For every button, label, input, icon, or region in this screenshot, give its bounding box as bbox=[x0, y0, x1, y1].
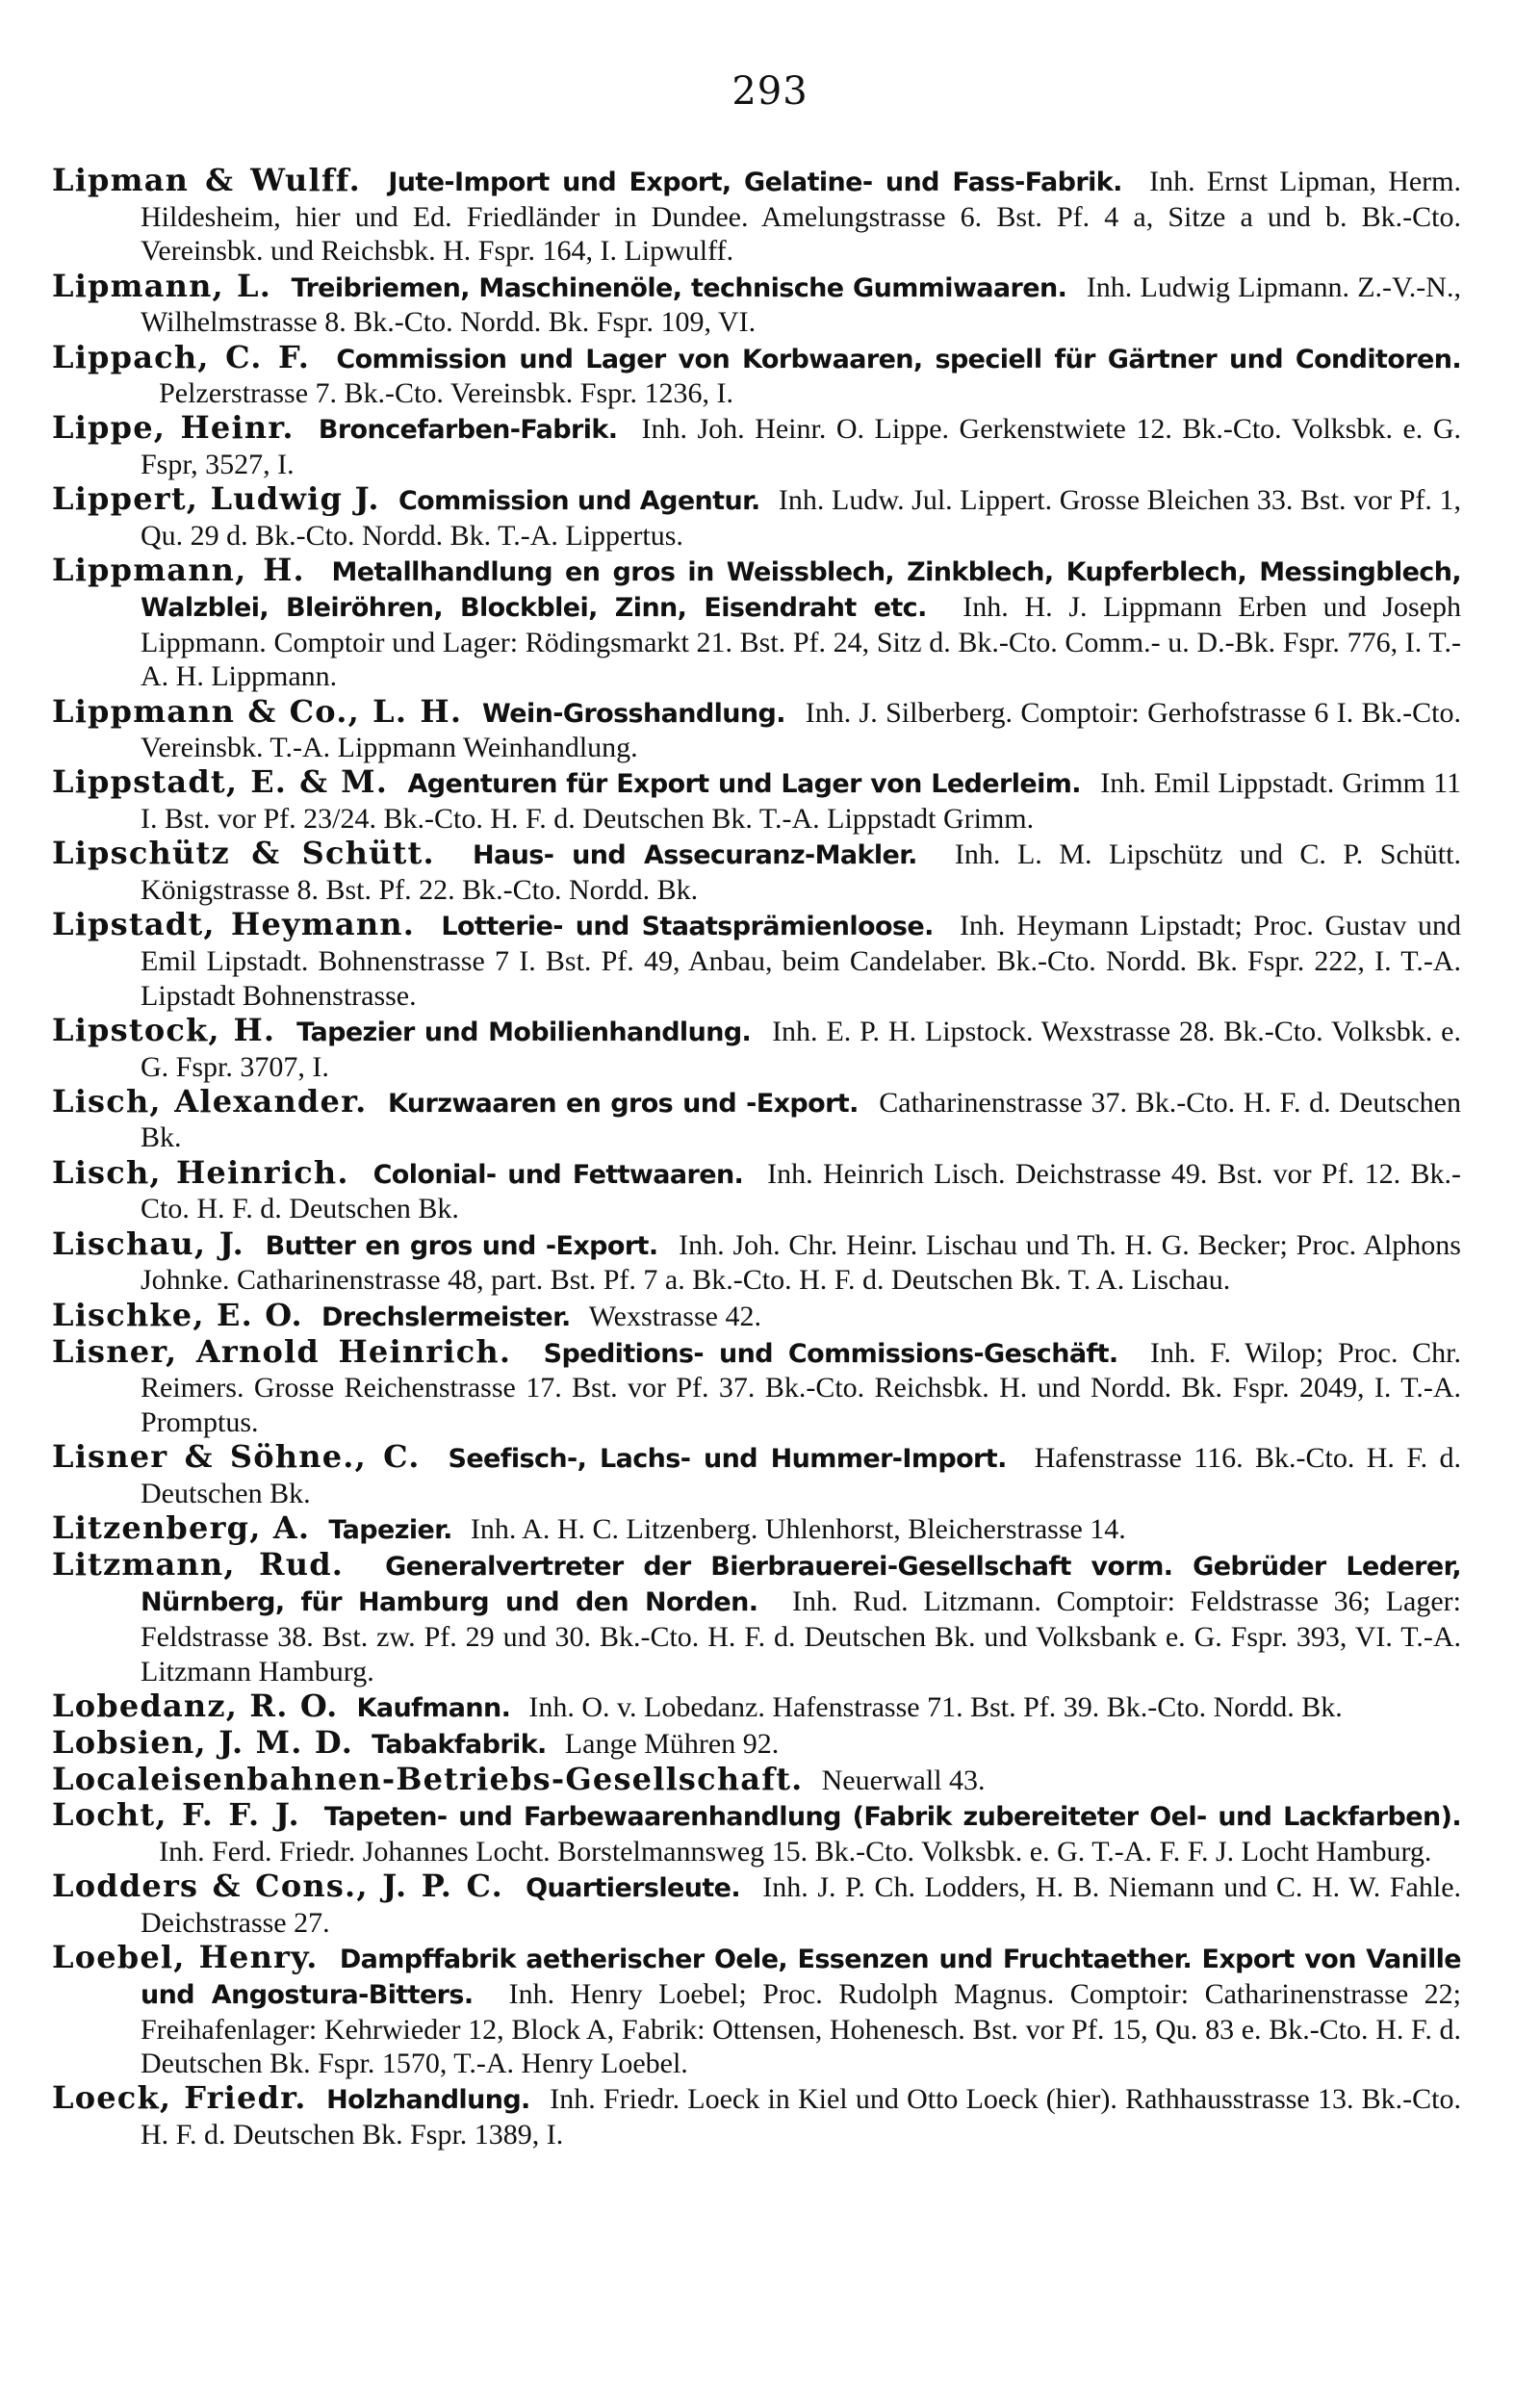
directory-entry bbox=[52, 1723, 1461, 1763]
entry-business: Jute-Import und Export, Gelatine- und Fass-Fabrik. bbox=[388, 167, 1122, 197]
entry-name: Lobedanz, R. O. bbox=[52, 1687, 339, 1724]
entry-details: Pelzerstrasse 7. Bk.-Cto. Vereinsbk. Fspr. 1236, I. bbox=[159, 377, 733, 410]
entry-name: Lodders & Cons., J. P. C. bbox=[52, 1868, 503, 1905]
entry-name: Lippe, Heinr. bbox=[52, 409, 295, 447]
entry-details: Inh. Rud. Litzmann. Comptoir: Feldstrasse 36; Lager: Feldstrasse 38. Bst. zw. Pf. 29 und 30. Bk.-Cto. H. F. d. Deutschen Bk. und Volksbank e. G. Fspr. 393, VI. T.-A. Litzmann Hamburg. bbox=[141, 1585, 1461, 1688]
entry-name: Lisch, Heinrich. bbox=[52, 1153, 349, 1191]
entry-business: Agenturen für Export und Lager von Lederleim. bbox=[407, 769, 1081, 800]
entry-business: Tapezier. bbox=[328, 1515, 452, 1546]
entry-name: Locht, F. F. J. bbox=[52, 1796, 300, 1834]
directory-entry bbox=[52, 1689, 1461, 1726]
entry-name: Lippmann, H. bbox=[52, 552, 305, 589]
entry-business: Treibriemen, Maschinenöle, technische Gummiwaaren. bbox=[291, 272, 1067, 303]
entry-name: Lisner, Arnold Heinrich. bbox=[52, 1332, 512, 1370]
directory-entry bbox=[52, 554, 1461, 694]
entry-name: Loebel, Henry. bbox=[52, 1939, 319, 1976]
directory-entry bbox=[52, 1941, 1461, 2081]
directory-entry bbox=[52, 1224, 1461, 1298]
entry-name: Litzmann, Rud. bbox=[52, 1546, 345, 1584]
entry-details: Inh. O. v. Lobedanz. Hafenstrasse 71. Bst. Pf. 39. Bk.-Cto. Nordd. Bk. bbox=[528, 1690, 1343, 1723]
entry-name: Localeisenbahnen-Betriebs-Gesellschaft. bbox=[52, 1761, 804, 1798]
entry-name: Litzenberg, A. bbox=[52, 1509, 311, 1547]
entry-name: Lisch, Alexander. bbox=[52, 1082, 368, 1120]
entry-business: Metallhandlung en gros in Weissblech, Zinkblech, Kupferblech, Messingblech, Walzblei, Bleiröhren, Blockblei, Zinn, Eisendraht etc. bbox=[141, 557, 1461, 623]
entry-business: Holzhandlung. bbox=[326, 2085, 530, 2116]
entry-details: Lange Mühren 92. bbox=[564, 1727, 780, 1760]
directory-entries bbox=[52, 164, 1461, 2152]
entry-details: Inh. Henry Loebel; Proc. Rudolph Magnus. Comptoir: Catharinenstrasse 22; Freihafenlager: Kehrwieder 12, Block A, Fabrik: Ottensen, Hohenesch. Bst. vor Pf. 15, Qu. 83 e. Bk.-Cto. H. F. d. Deutschen Bk. Fspr. 1570, T.-A. Henry Loebel. bbox=[141, 1977, 1462, 2080]
directory-entry bbox=[52, 1011, 1461, 1084]
entry-business: Tapezier und Mobilienhandlung. bbox=[296, 1017, 752, 1047]
entry-name: Lipstock, H. bbox=[52, 1011, 276, 1048]
entry-business: Broncefarben-Fabrik. bbox=[318, 415, 618, 446]
entry-details: Inh. Ludw. Jul. Lippert. Grosse Bleichen 33. Bst. vor Pf. 1, Qu. 29 d. Bk.-Cto. Nordd. Bk. T.-A. Lippertus. bbox=[141, 484, 1461, 553]
entry-details: Inh. A. H. C. Litzenberg. Uhlenhorst, Bleicherstrasse 14. bbox=[470, 1513, 1126, 1546]
entry-name: Lippstadt, E. & M. bbox=[52, 763, 389, 801]
entry-details: Inh. H. J. Lippmann Erben und Joseph Lippmann. Comptoir und Lager: Rödingsmarkt 21. Bst. Pf. 24, Sitz d. Bk.-Cto. Comm.- u. D.-Bk. Fspr. 776, I. T.-A. H. Lippmann. bbox=[141, 590, 1462, 693]
entry-business: Commission und Lager von Korbwaaren, speciell für Gärtner und Conditoren. bbox=[336, 344, 1461, 374]
entry-details: Inh. Heymann Lipstadt; Proc. Gustav und Emil Lipstadt. Bohnenstrasse 7 I. Bst. Pf. 49, Anbau, beim Candelaber. Bk.-Cto. Nordd. Bk. Fspr. 222, I. T.-A. Lipstadt Bohnenstrasse. bbox=[141, 910, 1461, 1012]
directory-entry bbox=[52, 482, 1461, 553]
entry-business: Kurzwaaren en gros und -Export. bbox=[388, 1088, 859, 1119]
entry-business: Generalvertreter der Bierbrauerei-Gesellschaft vorm. Gebrüder Lederer, Nürnberg, für Hamburg und den Norden. bbox=[141, 1552, 1461, 1618]
entry-details: Inh. Ernst Lipman, Herm. Hildesheim, hier und Ed. Friedländer in Dundee. Amelungstrasse 6. Bst. Pf. 4 a, Sitze a und b. Bk.-Cto. Vereinsbk. und Reichsbk. H. Fspr. 164, I. Lipwulff. bbox=[141, 166, 1462, 268]
entry-details: Inh. J. P. Ch. Lodders, H. B. Niemann und C. H. W. Fahle. Deichstrasse 27. bbox=[141, 1871, 1462, 1939]
entry-name: Lischke, E. O. bbox=[52, 1296, 303, 1333]
entry-name: Lischau, J. bbox=[52, 1224, 244, 1262]
entry-name: Lipmann, L. bbox=[52, 267, 272, 304]
entry-business: Colonial- und Fettwaaren. bbox=[372, 1159, 744, 1190]
directory-entry bbox=[52, 411, 1461, 481]
entry-business: Tapeten- und Farbewaarenhandlung (Fabrik zubereiteter Oel- und Lackfarben). bbox=[323, 1802, 1462, 1833]
entry-name: Lipman & Wulff. bbox=[52, 162, 361, 198]
entry-details: Wexstrasse 42. bbox=[588, 1300, 761, 1332]
entry-details: Inh. F. Wilop; Proc. Chr. Reimers. Grosse Reichenstrasse 17. Bst. vor Pf. 37. Bk.-Cto. Reichsbk. H. und Nordd. Bk. Fspr. 2049, I. T.-A. Promptus. bbox=[141, 1336, 1461, 1439]
directory-entry bbox=[52, 338, 1461, 411]
directory-entry bbox=[52, 1798, 1461, 1868]
directory-entry bbox=[52, 765, 1461, 836]
directory-entry bbox=[52, 1082, 1461, 1155]
entry-business: Quartiersleute. bbox=[526, 1873, 741, 1904]
directory-entry bbox=[52, 1153, 1461, 1226]
entry-business: Kaufmann. bbox=[356, 1692, 511, 1723]
entry-details: Inh. Joh. Chr. Heinr. Lischau und Th. H. G. Becker; Proc. Alphons Johnke. Catharinenstrasse 48, part. Bst. Pf. 7 a. Bk.-Cto. H. F. d. Deutschen Bk. T. A. Lischau. bbox=[141, 1228, 1461, 1297]
entry-details: Hafenstrasse 116. Bk.-Cto. H. F. d. Deutschen Bk. bbox=[141, 1442, 1461, 1510]
entry-details: Inh. Friedr. Loeck in Kiel und Otto Loeck (hier). Rathhausstrasse 13. Bk.-Cto. H. F. d. Deutschen Bk. Fspr. 1389, I. bbox=[141, 2083, 1461, 2151]
entry-details: Inh. E. P. H. Lipstock. Wexstrasse 28. Bk.-Cto. Volksbk. e. G. Fspr. 3707, I. bbox=[141, 1015, 1461, 1083]
entry-details: Inh. L. M. Lipschütz und C. P. Schütt. Königstrasse 8. Bst. Pf. 22. Bk.-Cto. Nordd. Bk. bbox=[141, 838, 1461, 907]
directory-entry bbox=[52, 1869, 1461, 1940]
directory-entry bbox=[52, 164, 1461, 269]
page-number: 293 bbox=[732, 69, 808, 114]
entry-business: Dampffabrik aetherischer Oele, Essenzen und Fruchtaether. Export von Vanille und Angostura-Bitters. bbox=[141, 1945, 1461, 2010]
directory-entry bbox=[52, 267, 1461, 340]
entry-business: Commission und Agentur. bbox=[398, 486, 760, 517]
entry-name: Lipstadt, Heymann. bbox=[52, 906, 416, 943]
entry-name: Lippmann & Co., L. H. bbox=[52, 692, 463, 730]
directory-entry bbox=[52, 1511, 1461, 1548]
entry-business: Seefisch-, Lachs- und Hummer-Import. bbox=[448, 1444, 1007, 1475]
directory-entry bbox=[52, 837, 1461, 907]
entry-name: Lipschütz & Schütt. bbox=[52, 835, 435, 872]
entry-business: Tabakfabrik. bbox=[372, 1729, 547, 1760]
entry-details: Inh. Emil Lippstadt. Grimm 11 I. Bst. vor Pf. 23/24. Bk.-Cto. H. F. d. Deutschen Bk. T.-A. Lippstadt Grimm. bbox=[141, 767, 1462, 836]
directory-entry bbox=[52, 908, 1461, 1013]
entry-details: Inh. Heinrich Lisch. Deichstrasse 49. Bst. vor Pf. 12. Bk.-Cto. H. F. d. Deutschen Bk. bbox=[141, 1157, 1461, 1225]
entry-name: Lisner & Söhne., C. bbox=[52, 1438, 421, 1476]
entry-details: Neuerwall 43. bbox=[821, 1765, 986, 1797]
entry-name: Lippach, C. F. bbox=[52, 338, 311, 375]
directory-entry bbox=[52, 1296, 1461, 1335]
entry-details: Inh. Joh. Heinr. O. Lippe. Gerkenstwiete 12. Bk.-Cto. Volksbk. e. G. Fspr, 3527, I. bbox=[141, 413, 1461, 481]
directory-entry bbox=[52, 1440, 1461, 1510]
entry-business: Speditions- und Commissions-Geschäft. bbox=[543, 1338, 1118, 1369]
entry-business: Drechslermeister. bbox=[321, 1301, 571, 1332]
entry-business: Wein-Grosshandlung. bbox=[482, 698, 785, 729]
entry-details: Inh. J. Silberberg. Comptoir: Gerhofstrasse 6 I. Bk.-Cto. Vereinsbk. T.-A. Lippmann Weinhandlung. bbox=[141, 696, 1461, 764]
entry-name: Lobsien, J. M. D. bbox=[52, 1723, 354, 1761]
directory-entry bbox=[52, 1332, 1461, 1440]
entry-details: Catharinenstrasse 37. Bk.-Cto. H. F. d. Deutschen Bk. bbox=[141, 1086, 1461, 1154]
entry-business: Haus- und Assecuranz-Makler. bbox=[473, 840, 917, 871]
entry-details: Inh. Ludwig Lipmann. Z.-V.-N., Wilhelmstrasse 8. Bk.-Cto. Nordd. Bk. Fspr. 109, VI. bbox=[141, 271, 1461, 339]
directory-entry bbox=[52, 1763, 1461, 1798]
directory-entry bbox=[52, 692, 1461, 765]
entry-business: Butter en gros und -Export. bbox=[265, 1230, 658, 1261]
directory-entry bbox=[52, 2081, 1461, 2151]
entry-name: Lippert, Ludwig J. bbox=[52, 480, 380, 518]
entry-business: Lotterie- und Staatsprämienloose. bbox=[441, 912, 934, 942]
entry-details: Inh. Ferd. Friedr. Johannes Locht. Borstelmannsweg 15. Bk.-Cto. Volksbk. e. G. T.-A. F. F. J. Locht Hamburg. bbox=[159, 1836, 1432, 1868]
directory-entry bbox=[52, 1548, 1461, 1688]
entry-name: Loeck, Friedr. bbox=[52, 2079, 307, 2117]
